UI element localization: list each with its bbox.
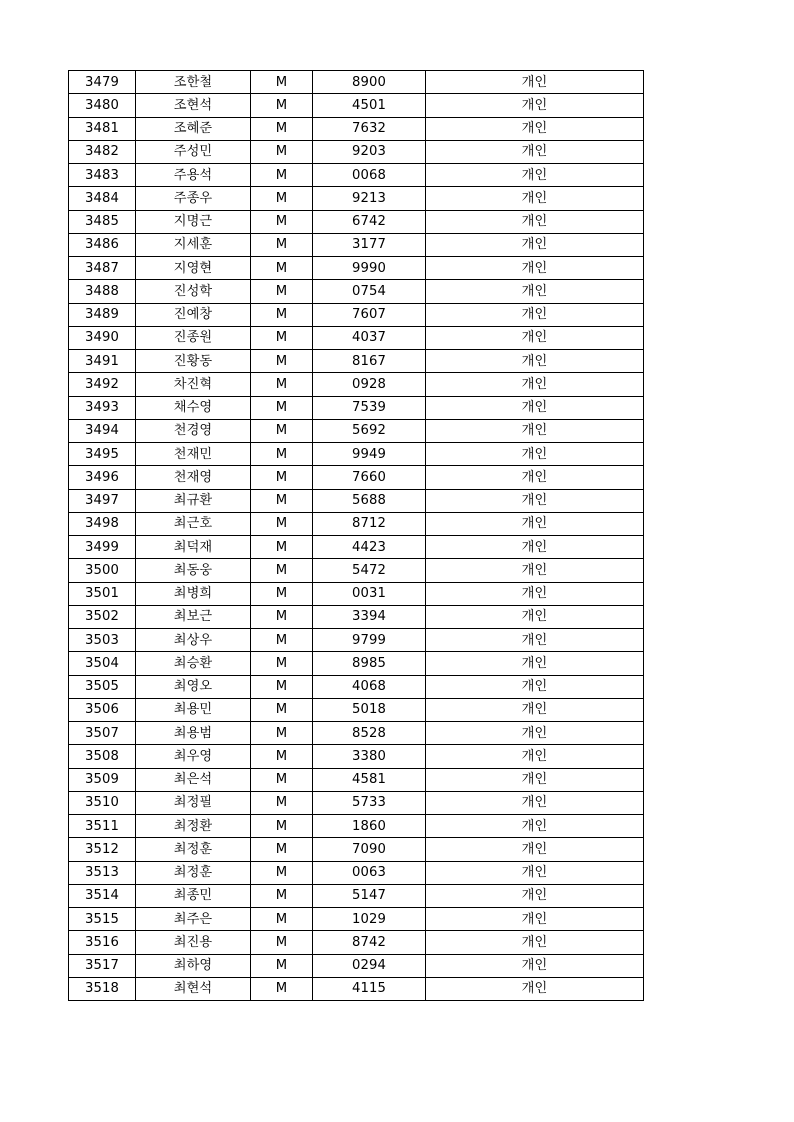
cell-type: 개인	[426, 466, 644, 489]
cell-name: 지영현	[136, 257, 251, 280]
cell-sex: M	[251, 722, 313, 745]
cell-id: 3511	[69, 815, 136, 838]
table-container	[68, 70, 643, 1001]
table-row	[69, 257, 644, 280]
cell-id: 3492	[69, 373, 136, 396]
cell-name: 최종민	[136, 884, 251, 907]
table-row	[69, 164, 644, 187]
table-row	[69, 443, 644, 466]
cell-name: 진종원	[136, 326, 251, 349]
cell-num: 1029	[313, 908, 426, 931]
cell-id: 3506	[69, 698, 136, 721]
cell-name: 천재영	[136, 466, 251, 489]
cell-id: 3484	[69, 187, 136, 210]
cell-num: 0754	[313, 280, 426, 303]
cell-sex: M	[251, 117, 313, 140]
cell-name: 최정훈	[136, 861, 251, 884]
cell-num: 9799	[313, 629, 426, 652]
cell-num: 6742	[313, 210, 426, 233]
cell-name: 진성학	[136, 280, 251, 303]
cell-id: 3496	[69, 466, 136, 489]
table-row	[69, 559, 644, 582]
cell-sex: M	[251, 210, 313, 233]
cell-id: 3489	[69, 303, 136, 326]
cell-name: 조한철	[136, 71, 251, 94]
cell-type: 개인	[426, 954, 644, 977]
cell-id: 3501	[69, 582, 136, 605]
cell-type: 개인	[426, 652, 644, 675]
table-row	[69, 931, 644, 954]
table-row	[69, 280, 644, 303]
cell-num: 8528	[313, 722, 426, 745]
table-row	[69, 71, 644, 94]
cell-sex: M	[251, 605, 313, 628]
cell-type: 개인	[426, 512, 644, 535]
cell-num: 9990	[313, 257, 426, 280]
cell-name: 최병희	[136, 582, 251, 605]
table-row	[69, 652, 644, 675]
cell-type: 개인	[426, 582, 644, 605]
cell-type: 개인	[426, 791, 644, 814]
cell-sex: M	[251, 675, 313, 698]
table-row	[69, 838, 644, 861]
table-row	[69, 233, 644, 256]
cell-num: 3380	[313, 745, 426, 768]
cell-num: 8900	[313, 71, 426, 94]
table-row	[69, 489, 644, 512]
cell-num: 7607	[313, 303, 426, 326]
cell-sex: M	[251, 303, 313, 326]
cell-num: 5692	[313, 419, 426, 442]
cell-name: 최근호	[136, 512, 251, 535]
cell-sex: M	[251, 559, 313, 582]
cell-num: 7660	[313, 466, 426, 489]
cell-type: 개인	[426, 768, 644, 791]
cell-num: 0068	[313, 164, 426, 187]
cell-sex: M	[251, 536, 313, 559]
cell-num: 5472	[313, 559, 426, 582]
cell-sex: M	[251, 815, 313, 838]
cell-num: 7090	[313, 838, 426, 861]
cell-name: 최동웅	[136, 559, 251, 582]
cell-sex: M	[251, 512, 313, 535]
cell-id: 3518	[69, 977, 136, 1000]
cell-name: 최정훈	[136, 838, 251, 861]
cell-num: 3394	[313, 605, 426, 628]
cell-sex: M	[251, 257, 313, 280]
cell-id: 3512	[69, 838, 136, 861]
cell-id: 3481	[69, 117, 136, 140]
cell-num: 8742	[313, 931, 426, 954]
cell-type: 개인	[426, 489, 644, 512]
table-row	[69, 675, 644, 698]
cell-type: 개인	[426, 419, 644, 442]
cell-sex: M	[251, 977, 313, 1000]
cell-type: 개인	[426, 350, 644, 373]
cell-id: 3514	[69, 884, 136, 907]
cell-type: 개인	[426, 117, 644, 140]
table-row	[69, 210, 644, 233]
cell-type: 개인	[426, 326, 644, 349]
cell-sex: M	[251, 629, 313, 652]
cell-name: 차진혁	[136, 373, 251, 396]
cell-type: 개인	[426, 908, 644, 931]
cell-type: 개인	[426, 443, 644, 466]
cell-id: 3502	[69, 605, 136, 628]
cell-id: 3482	[69, 140, 136, 163]
cell-id: 3505	[69, 675, 136, 698]
cell-id: 3503	[69, 629, 136, 652]
cell-num: 5688	[313, 489, 426, 512]
cell-id: 3486	[69, 233, 136, 256]
cell-id: 3508	[69, 745, 136, 768]
cell-name: 최영오	[136, 675, 251, 698]
cell-id: 3510	[69, 791, 136, 814]
cell-name: 최은석	[136, 768, 251, 791]
cell-type: 개인	[426, 94, 644, 117]
cell-name: 최상우	[136, 629, 251, 652]
table-row	[69, 466, 644, 489]
table-row	[69, 94, 644, 117]
table-row	[69, 768, 644, 791]
cell-num: 8712	[313, 512, 426, 535]
cell-name: 채수영	[136, 396, 251, 419]
table-row	[69, 861, 644, 884]
cell-name: 조혜준	[136, 117, 251, 140]
cell-name: 최용민	[136, 698, 251, 721]
cell-sex: M	[251, 745, 313, 768]
cell-num: 0294	[313, 954, 426, 977]
cell-sex: M	[251, 838, 313, 861]
table-row	[69, 326, 644, 349]
table-row	[69, 187, 644, 210]
cell-sex: M	[251, 373, 313, 396]
cell-type: 개인	[426, 559, 644, 582]
cell-name: 주용석	[136, 164, 251, 187]
cell-type: 개인	[426, 722, 644, 745]
cell-id: 3488	[69, 280, 136, 303]
cell-sex: M	[251, 164, 313, 187]
cell-num: 7632	[313, 117, 426, 140]
cell-num: 1860	[313, 815, 426, 838]
cell-num: 5147	[313, 884, 426, 907]
cell-num: 4115	[313, 977, 426, 1000]
table-row	[69, 977, 644, 1000]
cell-type: 개인	[426, 698, 644, 721]
cell-name: 최현석	[136, 977, 251, 1000]
cell-sex: M	[251, 396, 313, 419]
cell-name: 최진용	[136, 931, 251, 954]
cell-id: 3480	[69, 94, 136, 117]
cell-id: 3516	[69, 931, 136, 954]
table-row	[69, 117, 644, 140]
table-row	[69, 908, 644, 931]
cell-type: 개인	[426, 815, 644, 838]
cell-sex: M	[251, 94, 313, 117]
cell-sex: M	[251, 768, 313, 791]
cell-num: 4037	[313, 326, 426, 349]
cell-sex: M	[251, 419, 313, 442]
cell-id: 3479	[69, 71, 136, 94]
cell-name: 최용범	[136, 722, 251, 745]
cell-id: 3487	[69, 257, 136, 280]
cell-name: 천경영	[136, 419, 251, 442]
cell-id: 3497	[69, 489, 136, 512]
cell-sex: M	[251, 443, 313, 466]
cell-id: 3499	[69, 536, 136, 559]
cell-sex: M	[251, 908, 313, 931]
table-row	[69, 791, 644, 814]
cell-sex: M	[251, 489, 313, 512]
cell-type: 개인	[426, 164, 644, 187]
cell-num: 0063	[313, 861, 426, 884]
table-row	[69, 698, 644, 721]
cell-name: 진예창	[136, 303, 251, 326]
cell-name: 최덕재	[136, 536, 251, 559]
cell-name: 천재민	[136, 443, 251, 466]
cell-num: 9949	[313, 443, 426, 466]
cell-id: 3498	[69, 512, 136, 535]
cell-id: 3493	[69, 396, 136, 419]
cell-id: 3504	[69, 652, 136, 675]
cell-num: 4068	[313, 675, 426, 698]
cell-sex: M	[251, 233, 313, 256]
cell-id: 3507	[69, 722, 136, 745]
cell-sex: M	[251, 884, 313, 907]
cell-id: 3509	[69, 768, 136, 791]
cell-name: 최승환	[136, 652, 251, 675]
cell-id: 3491	[69, 350, 136, 373]
table-row	[69, 605, 644, 628]
cell-name: 최주은	[136, 908, 251, 931]
cell-type: 개인	[426, 257, 644, 280]
cell-name: 최정필	[136, 791, 251, 814]
cell-name: 최하영	[136, 954, 251, 977]
cell-type: 개인	[426, 210, 644, 233]
cell-id: 3517	[69, 954, 136, 977]
cell-type: 개인	[426, 303, 644, 326]
table-row	[69, 512, 644, 535]
cell-type: 개인	[426, 373, 644, 396]
cell-num: 7539	[313, 396, 426, 419]
table-row	[69, 745, 644, 768]
cell-name: 최보근	[136, 605, 251, 628]
cell-type: 개인	[426, 605, 644, 628]
cell-type: 개인	[426, 140, 644, 163]
cell-type: 개인	[426, 838, 644, 861]
cell-sex: M	[251, 582, 313, 605]
cell-num: 4501	[313, 94, 426, 117]
cell-type: 개인	[426, 71, 644, 94]
cell-id: 3495	[69, 443, 136, 466]
cell-id: 3485	[69, 210, 136, 233]
cell-name: 주성민	[136, 140, 251, 163]
cell-type: 개인	[426, 233, 644, 256]
cell-id: 3490	[69, 326, 136, 349]
cell-num: 9213	[313, 187, 426, 210]
cell-sex: M	[251, 140, 313, 163]
table-row	[69, 396, 644, 419]
cell-num: 8167	[313, 350, 426, 373]
cell-type: 개인	[426, 931, 644, 954]
cell-sex: M	[251, 698, 313, 721]
cell-type: 개인	[426, 977, 644, 1000]
cell-type: 개인	[426, 280, 644, 303]
cell-sex: M	[251, 466, 313, 489]
cell-id: 3494	[69, 419, 136, 442]
cell-id: 3515	[69, 908, 136, 931]
cell-num: 5018	[313, 698, 426, 721]
cell-sex: M	[251, 954, 313, 977]
cell-name: 최규환	[136, 489, 251, 512]
table-row	[69, 373, 644, 396]
cell-name: 조현석	[136, 94, 251, 117]
cell-name: 주종우	[136, 187, 251, 210]
cell-id: 3500	[69, 559, 136, 582]
cell-type: 개인	[426, 396, 644, 419]
table-row	[69, 303, 644, 326]
cell-type: 개인	[426, 536, 644, 559]
cell-name: 최정환	[136, 815, 251, 838]
cell-type: 개인	[426, 861, 644, 884]
cell-sex: M	[251, 326, 313, 349]
roster-table	[68, 70, 644, 1001]
cell-num: 8985	[313, 652, 426, 675]
cell-num: 9203	[313, 140, 426, 163]
cell-num: 5733	[313, 791, 426, 814]
cell-id: 3513	[69, 861, 136, 884]
cell-num: 4423	[313, 536, 426, 559]
cell-sex: M	[251, 350, 313, 373]
table-row	[69, 629, 644, 652]
cell-type: 개인	[426, 884, 644, 907]
table-row	[69, 350, 644, 373]
cell-type: 개인	[426, 629, 644, 652]
table-row	[69, 140, 644, 163]
table-row	[69, 536, 644, 559]
cell-sex: M	[251, 861, 313, 884]
cell-type: 개인	[426, 745, 644, 768]
cell-name: 지명근	[136, 210, 251, 233]
table-row	[69, 722, 644, 745]
table-row	[69, 954, 644, 977]
table-row	[69, 884, 644, 907]
cell-num: 0928	[313, 373, 426, 396]
cell-sex: M	[251, 791, 313, 814]
cell-type: 개인	[426, 675, 644, 698]
cell-type: 개인	[426, 187, 644, 210]
cell-id: 3483	[69, 164, 136, 187]
table-body	[69, 71, 644, 1001]
cell-num: 3177	[313, 233, 426, 256]
table-row	[69, 815, 644, 838]
cell-num: 4581	[313, 768, 426, 791]
cell-name: 최우영	[136, 745, 251, 768]
cell-sex: M	[251, 652, 313, 675]
cell-sex: M	[251, 931, 313, 954]
cell-name: 지세훈	[136, 233, 251, 256]
cell-sex: M	[251, 71, 313, 94]
cell-name: 진황동	[136, 350, 251, 373]
cell-sex: M	[251, 187, 313, 210]
table-row	[69, 419, 644, 442]
cell-sex: M	[251, 280, 313, 303]
table-row	[69, 582, 644, 605]
cell-num: 0031	[313, 582, 426, 605]
